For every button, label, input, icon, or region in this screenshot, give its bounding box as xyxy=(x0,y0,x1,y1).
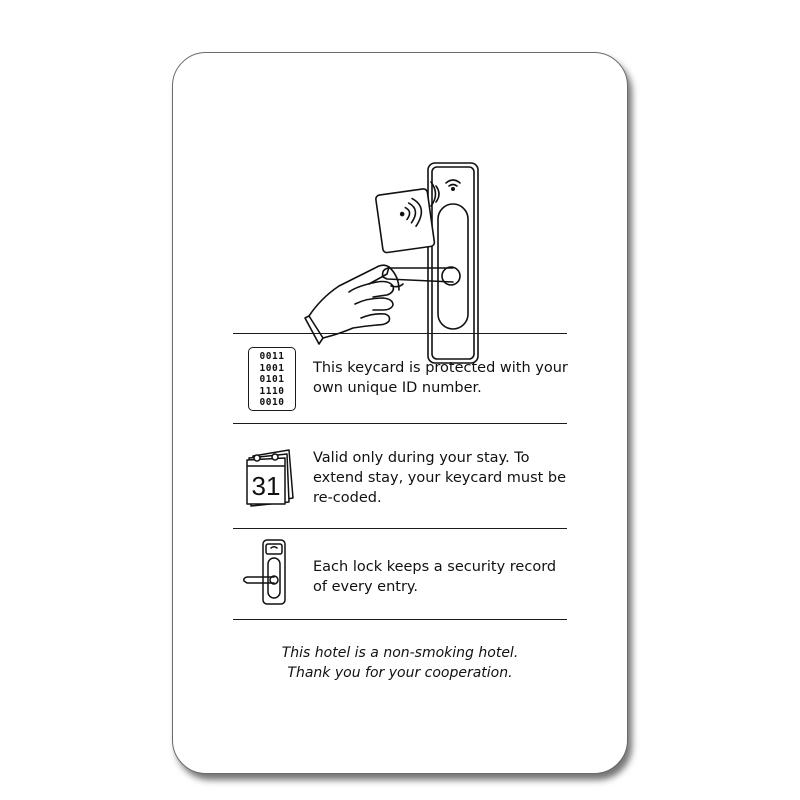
binary-line: 0011 xyxy=(259,351,285,362)
validity-text: Valid only during your stay. To extend stay, your keycard must be re-coded. xyxy=(313,450,567,506)
divider xyxy=(233,333,567,334)
non-smoking-notice: This hotel is a non-smoking hotel. xyxy=(281,645,519,661)
binary-line: 0101 xyxy=(259,374,285,385)
binary-code-icon xyxy=(248,347,296,411)
divider xyxy=(233,619,567,620)
hand-keycard-lock-illustration xyxy=(303,158,508,378)
binary-line: 1110 xyxy=(259,385,285,397)
calendar-icon xyxy=(243,446,299,508)
calendar-day: 31 xyxy=(251,471,281,501)
security-record-text: Each lock keeps a security record of every entry. xyxy=(313,559,557,595)
door-lock-icon xyxy=(239,536,299,608)
divider xyxy=(233,528,567,529)
divider xyxy=(233,423,567,424)
footer-note xyxy=(173,643,627,683)
binary-line: 1001 xyxy=(259,362,285,374)
keycard xyxy=(172,52,628,774)
binary-line: 0010 xyxy=(259,397,285,408)
id-number-text: This keycard is protected with your own unique ID number. xyxy=(313,360,568,396)
thank-you-note: Thank you for your cooperation. xyxy=(287,665,513,681)
